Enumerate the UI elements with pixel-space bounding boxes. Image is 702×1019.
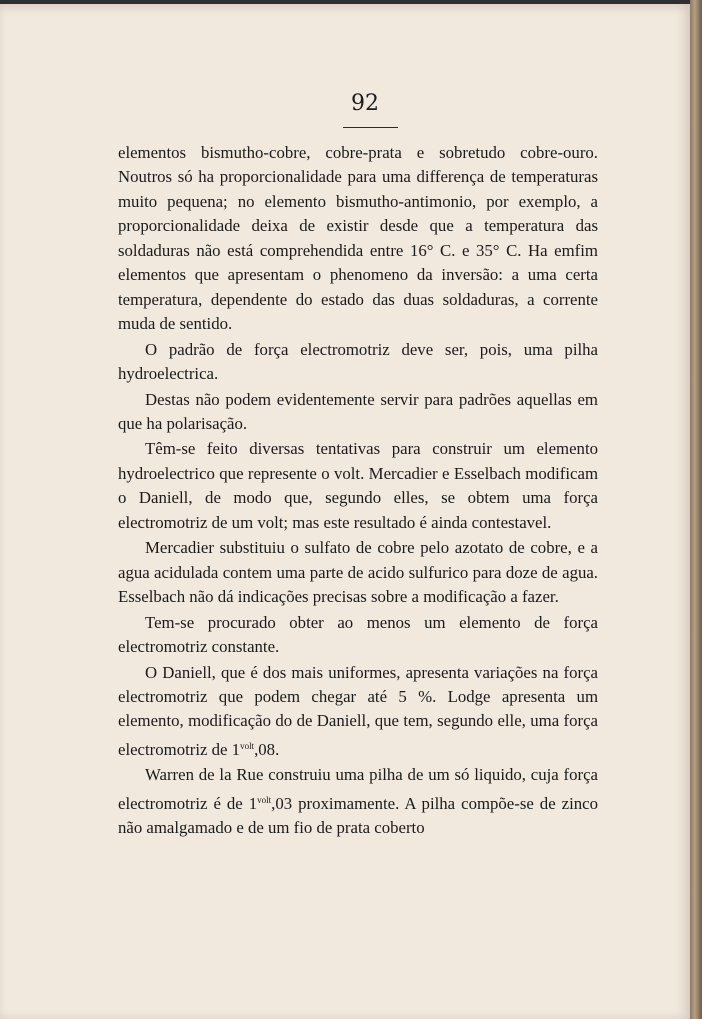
volt-superscript: volt [257, 794, 272, 805]
page-number: 92 [351, 91, 379, 116]
paragraph-4: Têm-se feito diversas tentativas para construir um elemento hydroelectrico que represente o volt. Mercadier e Esselbach modificam o Daniell, de modo que, segundo elles, se obtem uma força electromotriz de um volt; mas este resultado é ainda contestavel. [118, 439, 598, 532]
paragraph-7-text: O Daniell, que é dos mais uniformes, apresenta variações na força electromotriz que podem chegar até 5 %. Lodge apresenta um elemento, modificação do de Daniell, que tem, segundo elle, uma força electromotriz de 1 [118, 662, 598, 759]
paragraph-2: O padrão de força electromotriz deve ser, pois, uma pilha hydroelectrica. [118, 339, 598, 384]
paragraph-3: Destas não podem evidentemente servir para padrões aquellas em que ha polarisação. [118, 389, 598, 433]
body-text [118, 141, 598, 841]
paragraph-6: Tem-se procurado obter ao menos um elemento de força electromotriz constante. [118, 612, 598, 657]
paragraph-7-value: ,08. [254, 739, 280, 759]
paragraph-8-value: ,03 proximamente. A pilha compõe-se de zinco não amalgamado e de um fio de prata coberto [118, 793, 598, 838]
paragraph-1: elementos bismutho-cobre, cobre-prata e sobretudo cobre-ouro. Noutros só ha proporcionalidade para uma differença de temperaturas muito pequena; no elemento bismutho-antimonio, por exemplo, a proporcionalidade deixa de existir desde que a temperatura das soldaduras não está comprehendida entre 16° C. e 35° C. Ha emfim elementos que apresentam o phenomeno da inversão: a uma certa temperatura, dependente do estado das duas soldaduras, a corrente muda de sentido. [118, 143, 598, 334]
page-number-rule [343, 127, 398, 128]
book-edge [690, 0, 702, 1019]
book-page [0, 4, 690, 1019]
paragraph-8-text: Warren de la Rue construiu uma pilha de um só liquido, cuja força electromotriz é de 1 [118, 765, 598, 813]
paragraph-7 [118, 661, 598, 763]
paragraph-5: Mercadier substituiu o sulfato de cobre pelo azotato de cobre, e a agua acidulada contem uma parte de acido sulfurico para doze de agua. Esselbach não dá indicações precisas sobre a modificação a fazer. [118, 538, 598, 607]
volt-superscript: volt [240, 740, 255, 751]
paragraph-8 [118, 763, 598, 840]
